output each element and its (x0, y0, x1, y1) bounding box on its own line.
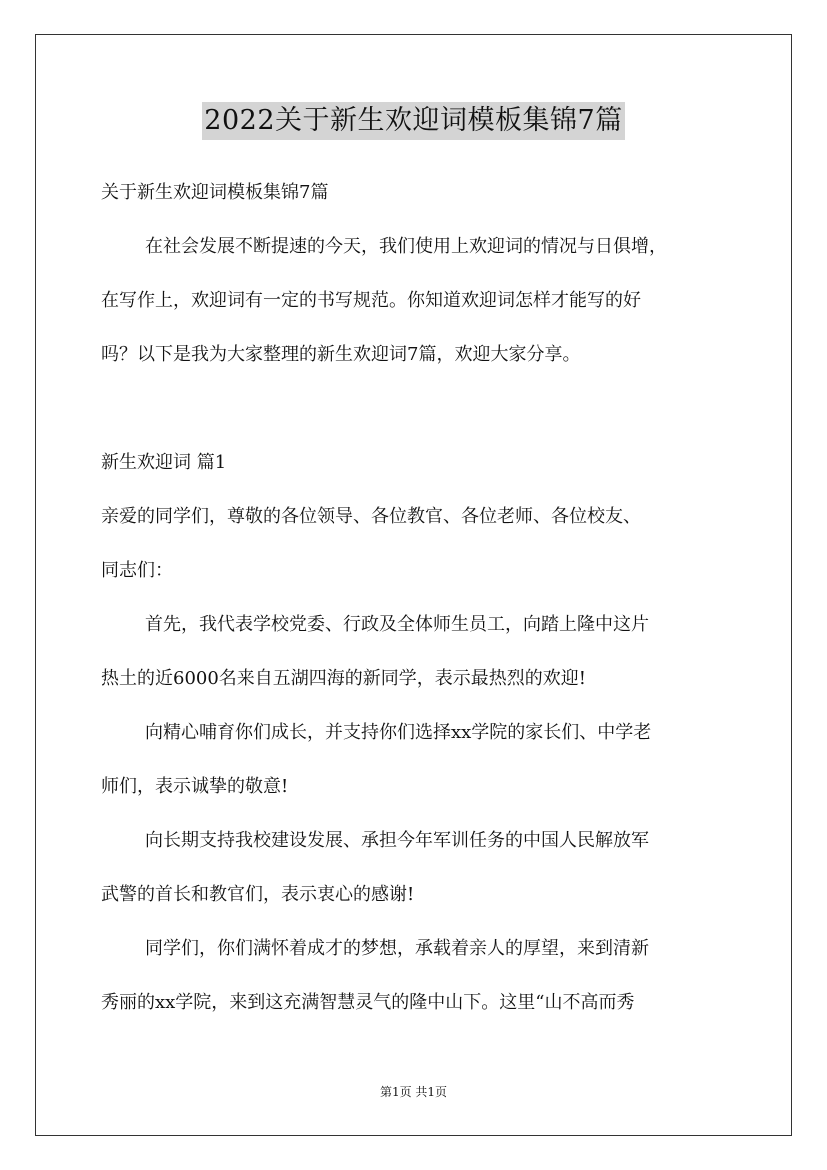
body-line-6: 师们，表示诚挚的敬意! (101, 776, 289, 797)
body-line-8: 武警的首长和教官们，表示衷心的感谢! (101, 884, 415, 905)
intro-line-3: 吗？以下是我为大家整理的新生欢迎词7篇，欢迎大家分享。 (101, 344, 581, 365)
section-heading: 新生欢迎词 篇1 (101, 452, 227, 473)
title-container (0, 102, 827, 140)
body-line-2: 同志们： (101, 560, 173, 581)
page-footer: 第1页 共1页 (379, 1085, 448, 1099)
body-line-7: 向长期支持我校建设发展、承担今年军训任务的中国人民解放军 (145, 830, 649, 851)
body-line-5: 向精心哺育你们成长，并支持你们选择xx学院的家长们、中学老 (145, 722, 652, 743)
body-line-10: 秀丽的xx学院，来到这充满智慧灵气的隆中山下。这里“山不高而秀 (101, 992, 635, 1013)
body-line-3: 首先，我代表学校党委、行政及全体师生员工，向踏上隆中这片 (145, 614, 649, 635)
body-line-9: 同学们，你们满怀着成才的梦想，承载着亲人的厚望，来到清新 (145, 938, 649, 959)
document-subtitle: 关于新生欢迎词模板集锦7篇 (101, 182, 329, 203)
body-line-1: 亲爱的同学们，尊敬的各位领导、各位教官、各位老师、各位校友、 (101, 506, 641, 527)
intro-line-1: 在社会发展不断提速的今天，我们使用上欢迎词的情况与日俱增， (145, 236, 667, 257)
document-title: 2022关于新生欢迎词模板集锦7篇 (202, 102, 624, 140)
intro-line-2: 在写作上，欢迎词有一定的书写规范。你知道欢迎词怎样才能写的好 (101, 290, 641, 311)
body-line-4: 热土的近6000名来自五湖四海的新同学，表示最热烈的欢迎! (101, 668, 587, 689)
